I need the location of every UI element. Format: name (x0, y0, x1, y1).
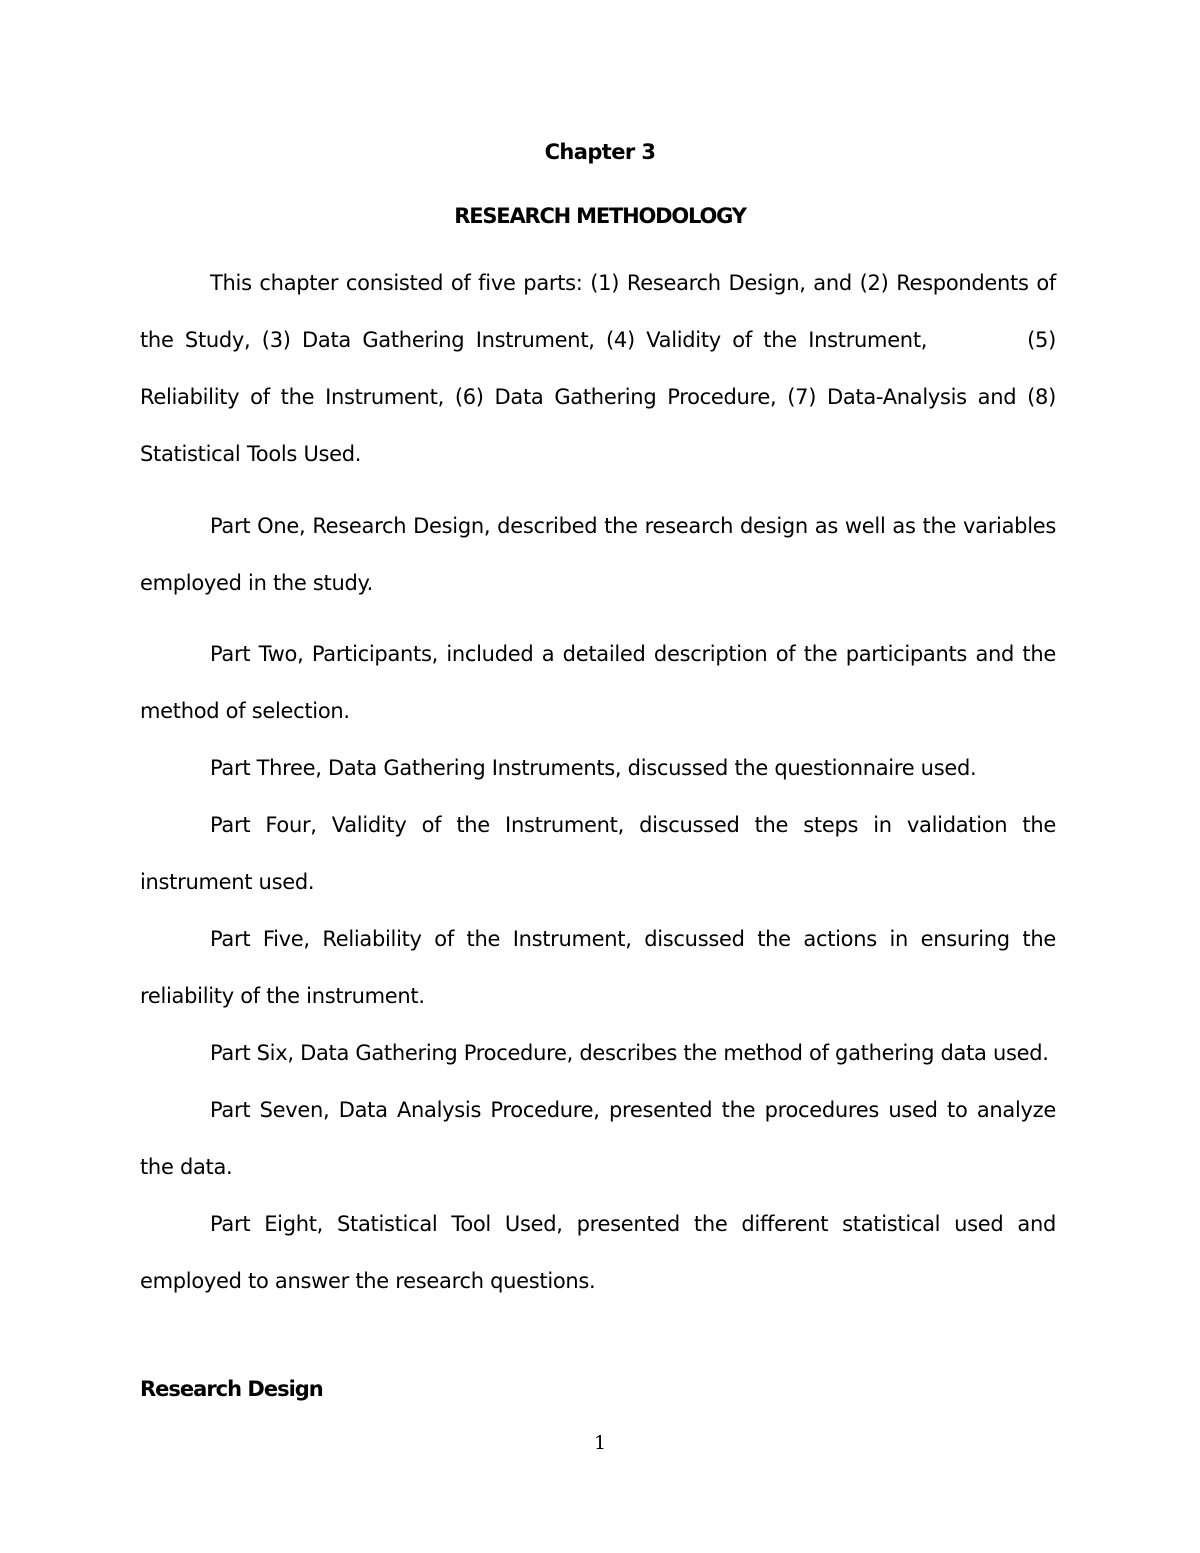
chapter-title: RESEARCH METHODOLOGY (454, 204, 746, 228)
paragraph-part-eight: Part Eight, Statistical Tool Used, presented the different statistical used and employed to answer the research questions. (140, 1212, 1056, 1293)
section-heading: Research Design (140, 1377, 323, 1401)
paragraph-part-two: Part Two, Participants, included a detailed description of the participants and the method of selection. (140, 642, 1056, 723)
page-number: 1 (593, 1432, 607, 1454)
intro-paragraph-part-1: This chapter consisted of five parts: (1) Research Design, and (2) Respondents of the Study, (3) Data Gathering Instrument, (4) Validity of the Instrument, (140, 271, 1056, 352)
paragraph-part-three: Part Three, Data Gathering Instruments, discussed the questionnaire used. (210, 756, 977, 780)
intro-paragraph (140, 255, 1056, 483)
chapter-label: Chapter 3 (544, 140, 656, 164)
intro-paragraph-part-2: (5) Reliability of the Instrument, (6) Data Gathering Procedure, (7) Data-Analysis and (8) Statistical Tools Used. (140, 328, 1056, 466)
paragraph-part-six: Part Six, Data Gathering Procedure, describes the method of gathering data used. (210, 1041, 1049, 1065)
paragraph-part-one: Part One, Research Design, described the research design as well as the variables employed in the study. (140, 514, 1056, 595)
paragraph-part-seven: Part Seven, Data Analysis Procedure, presented the procedures used to analyze the data. (140, 1098, 1056, 1179)
paragraph-part-four: Part Four, Validity of the Instrument, discussed the steps in validation the instrument used. (140, 813, 1056, 894)
paragraph-part-five: Part Five, Reliability of the Instrument, discussed the actions in ensuring the reliability of the instrument. (140, 927, 1056, 1008)
